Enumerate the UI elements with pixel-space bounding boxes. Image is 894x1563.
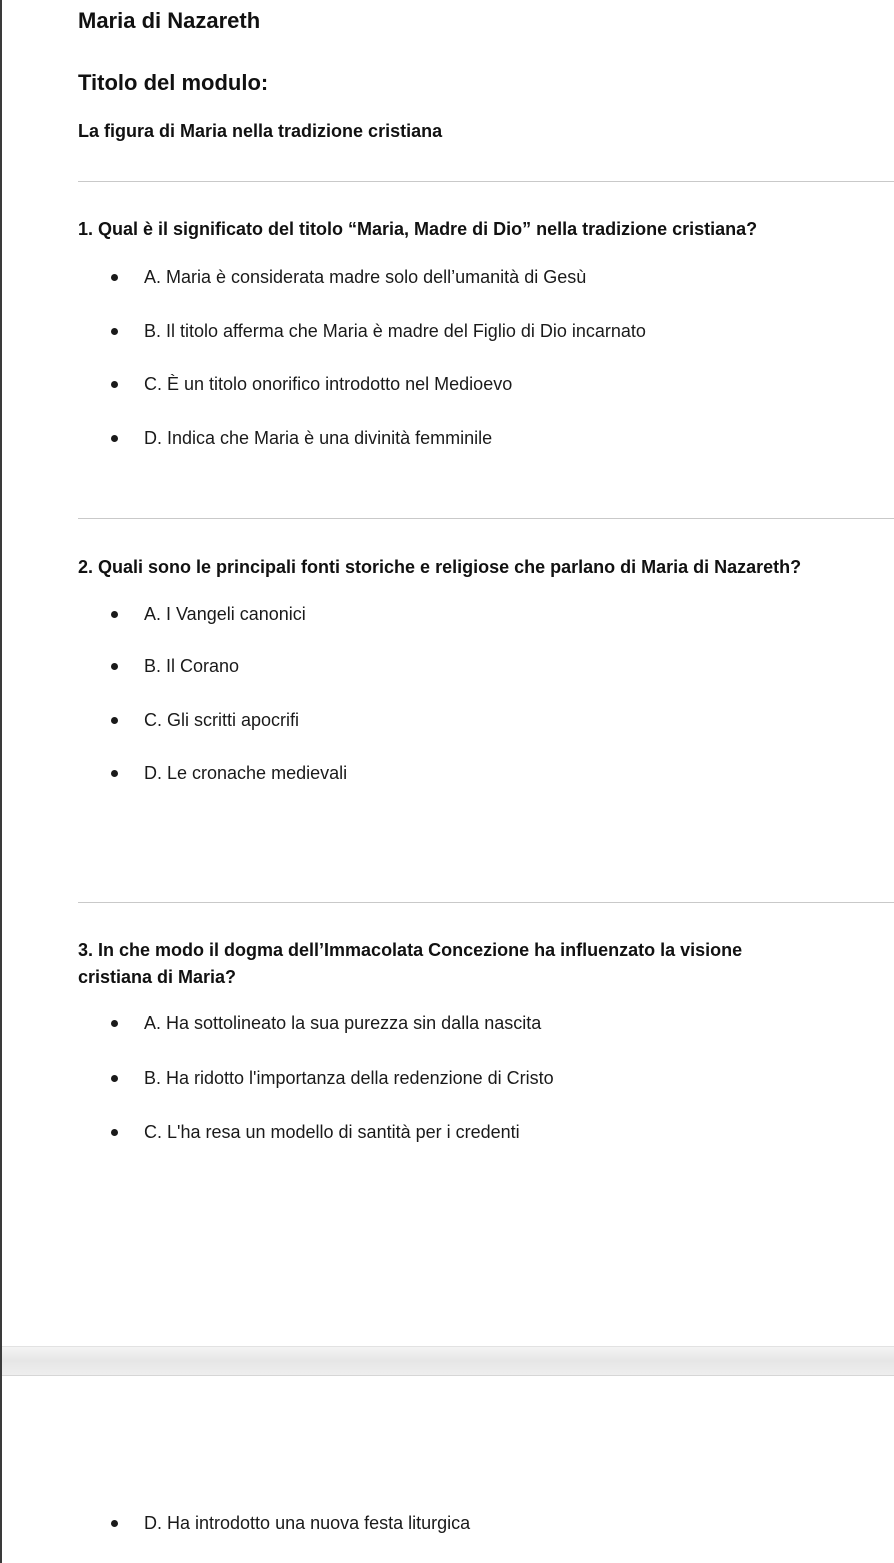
bullet-icon — [111, 274, 118, 281]
question-1-option-b — [111, 321, 646, 342]
question-3-option-b — [111, 1068, 554, 1089]
bullet-icon — [111, 1075, 118, 1082]
question-2-option-c — [111, 710, 299, 731]
bullet-icon — [111, 717, 118, 724]
divider — [78, 518, 894, 519]
option-label: C. È un titolo onorifico introdotto nel Medioevo — [144, 374, 513, 394]
question-2-option-d — [111, 763, 347, 784]
page-left-border — [0, 0, 2, 1563]
option-label: C. L'ha resa un modello di santità per i credenti — [144, 1122, 520, 1142]
question-1-option-a — [111, 267, 586, 288]
question-1-option-c — [111, 374, 512, 395]
option-label: A. I Vangeli canonici — [144, 604, 306, 624]
bullet-icon — [111, 770, 118, 777]
document-title: Maria di Nazareth — [78, 8, 261, 33]
bullet-icon — [111, 328, 118, 335]
question-2-option-b — [111, 656, 239, 677]
option-label: D. Indica che Maria è una divinità femminile — [144, 428, 493, 448]
question-2-option-a — [111, 604, 306, 625]
bullet-icon — [111, 1129, 118, 1136]
document-page-2 — [0, 1376, 894, 1563]
option-label: C. Gli scritti apocrifi — [144, 710, 300, 730]
question-3-option-a — [111, 1013, 541, 1034]
question-2: 2. Quali sono le principali fonti storiche e religiose che parlano di Maria di Nazareth? — [78, 557, 802, 577]
bullet-icon — [111, 435, 118, 442]
bullet-icon — [111, 611, 118, 618]
question-1: 1. Qual è il significato del titolo “Maria, Madre di Dio” nella tradizione cristiana? — [78, 219, 758, 239]
question-3-option-c — [111, 1122, 520, 1143]
module-label: Titolo del modulo: — [78, 70, 269, 95]
option-label: A. Ha sottolineato la sua purezza sin dalla nascita — [144, 1013, 542, 1033]
bullet-icon — [111, 1520, 118, 1527]
option-label: D. Le cronache medievali — [144, 763, 348, 783]
option-label: B. Il titolo afferma che Maria è madre del Figlio di Dio incarnato — [144, 321, 646, 341]
option-label: A. Maria è considerata madre solo dell’umanità di Gesù — [144, 267, 587, 287]
bullet-icon — [111, 663, 118, 670]
option-label: D. Ha introdotto una nuova festa liturgica — [144, 1513, 471, 1533]
bullet-icon — [111, 1020, 118, 1027]
question-3 — [78, 937, 742, 991]
divider — [78, 902, 894, 903]
question-3-option-d — [111, 1513, 470, 1534]
page-break — [0, 1346, 894, 1376]
question-3-line-2: cristiana di Maria? — [78, 967, 237, 987]
option-label: B. Il Corano — [144, 656, 240, 676]
module-title: La figura di Maria nella tradizione cristiana — [78, 121, 443, 141]
option-label: B. Ha ridotto l'importanza della redenzione di Cristo — [144, 1068, 554, 1088]
divider — [78, 181, 894, 182]
bullet-icon — [111, 381, 118, 388]
question-1-option-d — [111, 428, 492, 449]
question-3-line-1: 3. In che modo il dogma dell’Immacolata Concezione ha influenzato la visione — [78, 940, 743, 960]
